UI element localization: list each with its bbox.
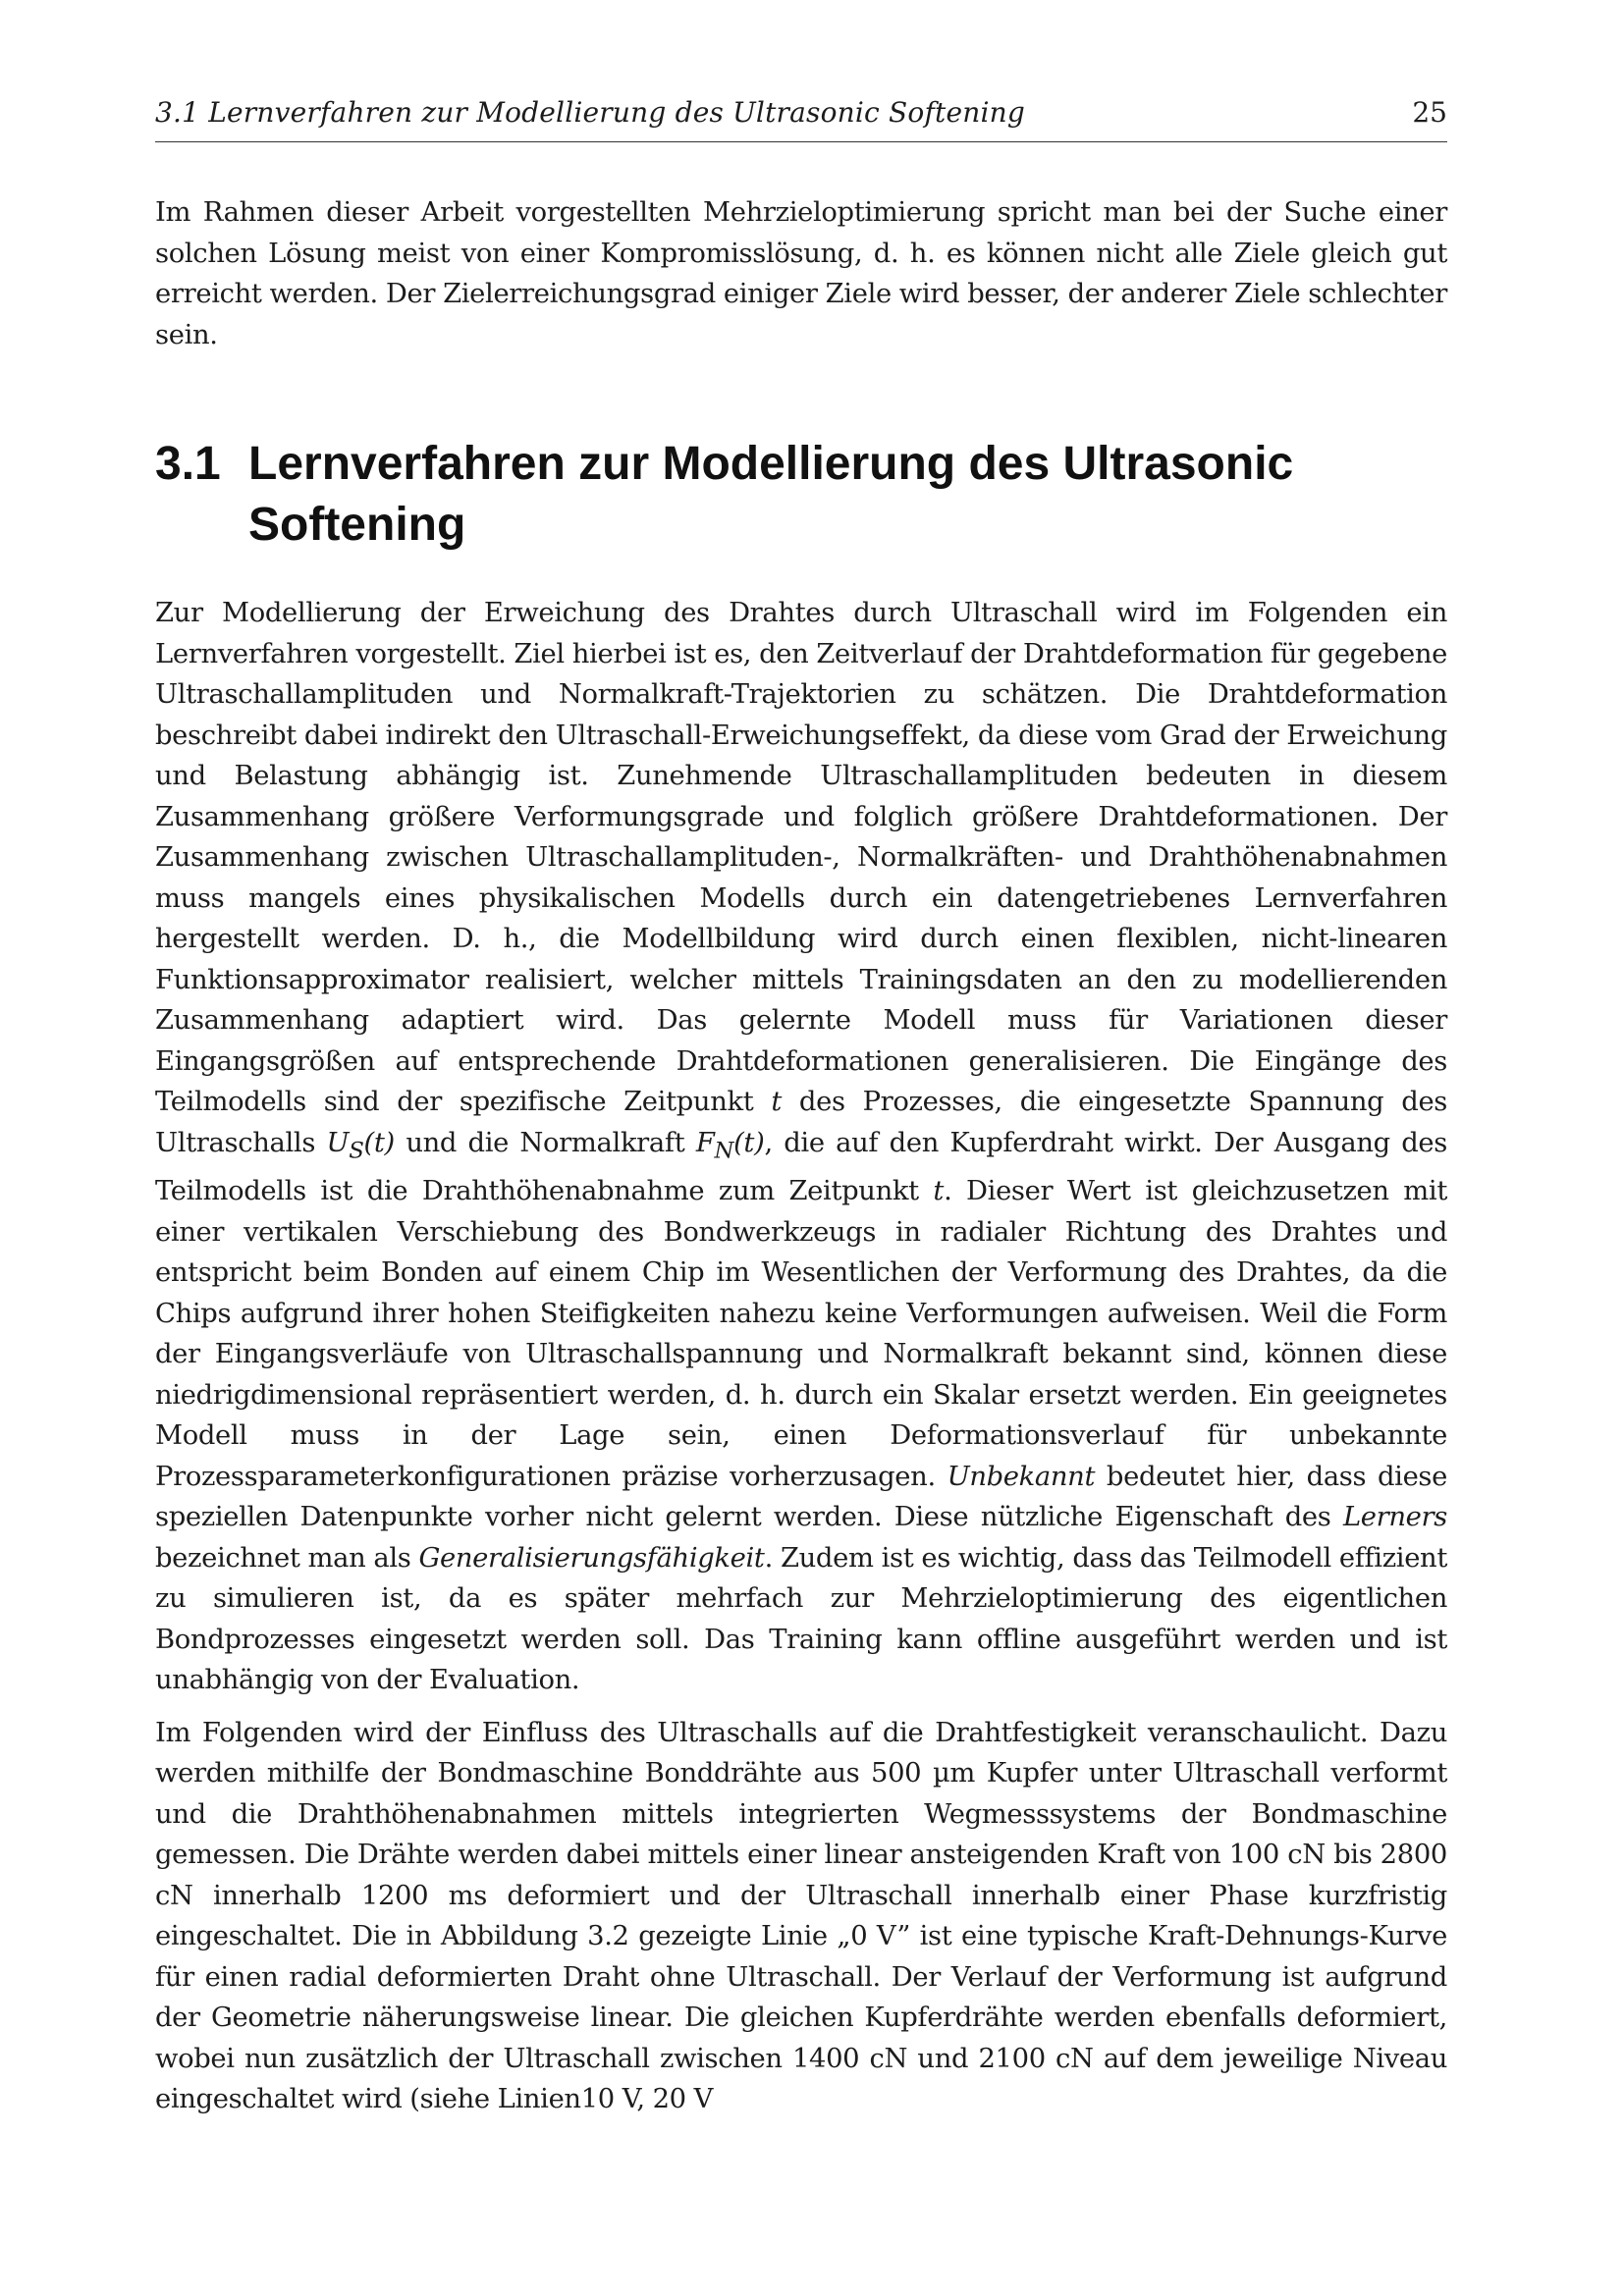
p1-text-1: Zur Modellierung der Erweichung des Drahtes durch Ultraschall wird im Folgenden ein Lernverfahren vorgestellt. Ziel hierbei ist es, den Zeitverlauf der Drahtdeformation für gegebene Ultraschallamplituden und Normalkraft-Trajektorien zu schätzen. Die Drahtdeformation beschreibt dabei indirekt den Ultraschall-Erweichungseffekt, da diese vom Grad der Erweichung und Belastung abhängig ist. Zunehmende Ultraschallamplituden bedeuten in diesem Zusammenhang größere Verformungsgrade und folglich größere Drahtdeformationen. Der Zusammenhang zwischen Ultraschallamplituden-, Normalkräften- und Drahthöhenabnahmen muss mangels eines physikalischen Modells durch ein datengetriebenes Lernverfahren hergestellt werden. D. h., die Modellbildung wird durch einen flexiblen, nicht-linearen Funktionsapproximator realisiert, welcher mittels Trainingsdaten an den zu modellierenden Zusammenhang adaptiert wird. Das gelernte Modell muss für Variationen dieser Eingangsgrößen auf entsprechende Drahtdeformationen generalisieren. Die Eingänge des Teilmodells sind der spezifische Zeitpunkt xyxy=(155,598,1447,1117)
em-generalisierung: Generalisierungsfähigkeit xyxy=(418,1542,765,1574)
paragraph-1 xyxy=(155,593,1447,1701)
var-us: $U_S$ xyxy=(326,1127,364,1163)
p1-text-8: . Zudem ist es wichtig, dass das Teilmodell effizient zu simulieren ist, da es später mehrfach zur Mehrzieloptimierung des eigentlichen Bondprozesses eingesetzt werden soll. Das Training kann offline ausgeführt werden und ist unabhängig von der Evaluation. xyxy=(155,1542,1448,1696)
page-number: 25 xyxy=(1412,96,1447,129)
section-number: 3.1 xyxy=(155,438,221,490)
var-t: t xyxy=(771,1087,782,1117)
intro-paragraph-block xyxy=(155,192,1447,355)
p1-text-5: . Dieser Wert ist gleichzusetzen mit einer vertikalen Verschiebung des Bondwerkzeugs in radialer Richtung des Drahtes und entspricht beim Bonden auf einem Chip im Wesentlichen der Verformung des Drahtes, da die Chips aufgrund ihrer hohen Steifigkeiten nahezu keine Verformungen aufweisen. Weil die Form der Eingangsverläufe von Ultraschallspannung und Normalkraft bekannt sind, können diese niedrigdimensional repräsentiert werden, d. h. durch ein Skalar ersetzt werden. Ein geeignetes Modell muss in der Lage sein, einen Deformationsverlauf für unbekannte Prozessparameterkonfigurationen präzise vorherzusagen. xyxy=(155,1176,1447,1492)
var-fn: $F_N$ xyxy=(695,1127,734,1163)
intro-paragraph: Im Rahmen dieser Arbeit vorgestellten Mehrzieloptimierung spricht man bei der Suche einer solchen Lösung meist von einer Kompromisslösung, d. h. es können nicht alle Ziele gleich gut erreicht werden. Der Zielerreichungsgrad einiger Ziele wird besser, der anderer Ziele schlechter sein. xyxy=(155,197,1447,350)
main-text-block xyxy=(155,593,1447,2120)
section-title: Lernverfahren zur Modellierung des Ultrasonic Softening xyxy=(248,438,1294,551)
running-header xyxy=(155,96,1447,142)
p1-text-6: bedeutet hier, dass diese speziellen Datenpunkte vorher nicht gelernt werden. Diese nützliche Eigenschaft des xyxy=(155,1461,1447,1533)
em-unbekannt: Unbekannt xyxy=(947,1461,1096,1492)
var-t-2: t xyxy=(933,1176,945,1207)
paragraph-2: Im Folgenden wird der Einfluss des Ultraschalls auf die Drahtfestigkeit veranschaulicht. Dazu werden mithilfe der Bondmaschine Bonddrähte aus 500 µm Kupfer unter Ultraschall verformt und die Drahthöhenabnahmen mittels integrierten Wegmesssystems der Bondmaschine gemessen. Die Drähte werden dabei mittels einer linear ansteigenden Kraft von 100 cN bis 2800 cN innerhalb 1200 ms deformiert und der Ultraschall innerhalb einer Phase kurzfristig eingeschaltet. Die in Abbildung 3.2 gezeigte Linie „0 V” ist eine typische Kraft-Dehnungs-Kurve für einen radial deformierten Draht ohne Ultraschall. Der Verlauf der Verformung ist aufgrund der Geometrie näherungsweise linear. Die gleichen Kupferdrähte werden ebenfalls deformiert, wobei nun zusätzlich der Ultraschall zwischen 1400 cN und 2100 cN auf dem jeweilige Niveau eingeschaltet wird (siehe Linien10 V, 20 V xyxy=(155,1717,1447,2115)
p1-text-7: bezeichnet man als xyxy=(155,1542,411,1574)
var-fn-arg: (t) xyxy=(733,1127,765,1158)
p1-text-2: des Prozesses, die eingesetzte Spannung des Ultraschalls xyxy=(155,1087,1448,1158)
p1-text-4: , die auf den Kupferdraht wirkt. Der Ausgang des Teilmodells ist die Drahthöhenabnahme zum Zeitpunkt xyxy=(155,1127,1447,1207)
running-header-title: 3.1 Lernverfahren zur Modellierung des Ultrasonic Softening xyxy=(155,96,1025,129)
em-lerners: Lerners xyxy=(1342,1502,1447,1533)
var-us-arg: (t) xyxy=(363,1127,395,1158)
p1-text-3: und die Normalkraft xyxy=(406,1127,685,1158)
